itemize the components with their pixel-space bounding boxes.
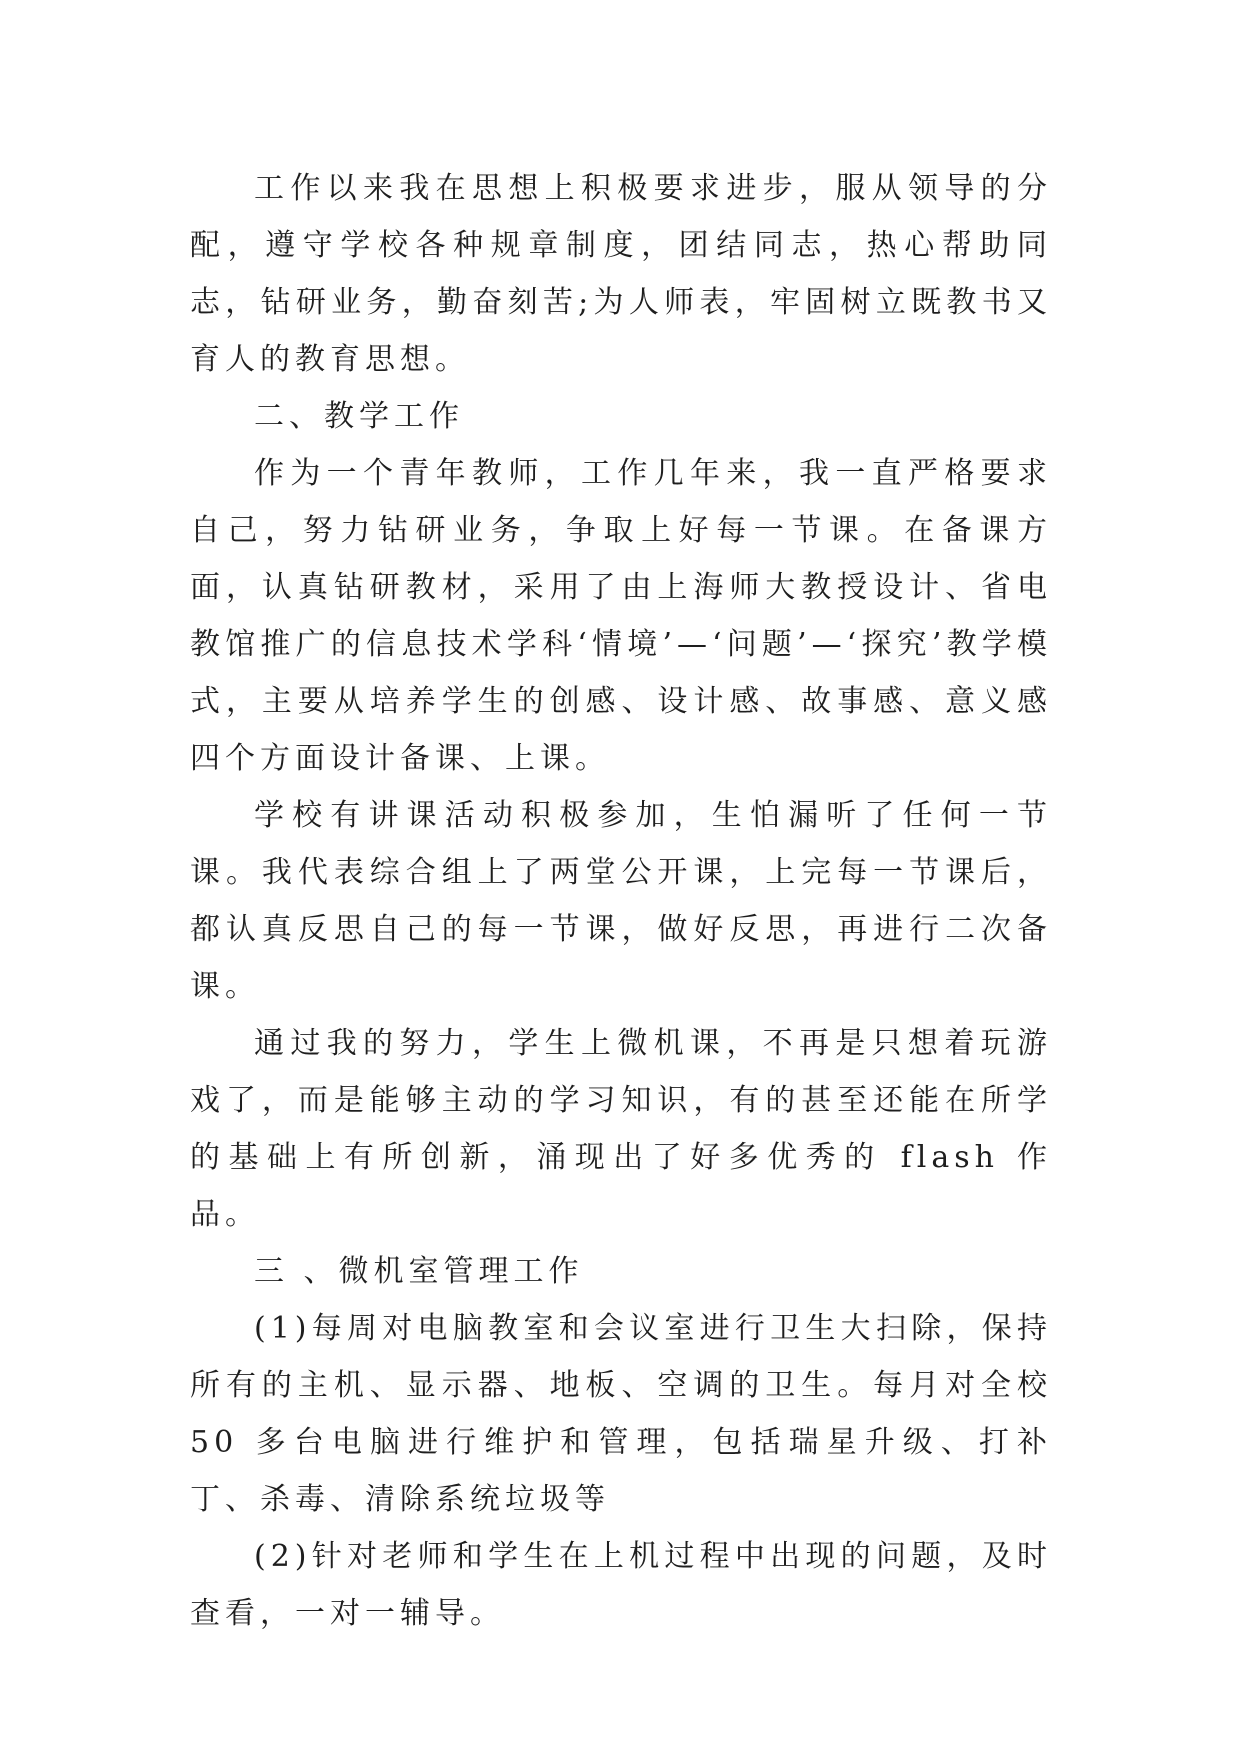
paragraph-teaching-approach: 作为一个青年教师，工作几年来，我一直严格要求自己，努力钻研业务，争取上好每一节课。在备课方面，认真钻研教材，采用了由上海师大教授设计、省电教馆推广的信息技术学科‘情境’—‘问题’—‘探究’教学模式，主要从培养学生的创感、设计感、故事感、意义感四个方面设计备课、上课。: [190, 456, 1052, 776]
paragraph-open-classes: 学校有讲课活动积极参加，生怕漏听了任何一节课。我代表综合组上了两堂公开课，上完每一节课后，都认真反思自己的每一节课，做好反思，再进行二次备课。: [190, 798, 1052, 1004]
paragraph-maintenance: (1)每周对电脑教室和会议室进行卫生大扫除，保持所有的主机、显示器、地板、空调的卫生。每月对全校 50 多台电脑进行维护和管理，包括瑞星升级、打补丁、杀毒、清除系统垃圾等: [190, 1311, 1052, 1517]
paragraph-student-results: 通过我的努力，学生上微机课，不再是只想着玩游戏了，而是能够主动的学习知识，有的甚至还能在所学的基础上有所创新，涌现出了好多优秀的 flash 作品。: [190, 1026, 1052, 1232]
section-heading-lab-management: 三 、微机室管理工作: [254, 1254, 584, 1289]
paragraph-ideology: 工作以来我在思想上积极要求进步，服从领导的分配，遵守学校各种规章制度，团结同志，热心帮助同志，钻研业务，勤奋刻苦;为人师表，牢固树立既教书又育人的教育思想。: [190, 171, 1052, 377]
section-heading-teaching: 二、教学工作: [254, 399, 464, 434]
document-body: [190, 160, 1052, 1642]
paragraph-tutoring: (2)针对老师和学生在上机过程中出现的问题，及时查看，一对一辅导。: [190, 1539, 1052, 1631]
